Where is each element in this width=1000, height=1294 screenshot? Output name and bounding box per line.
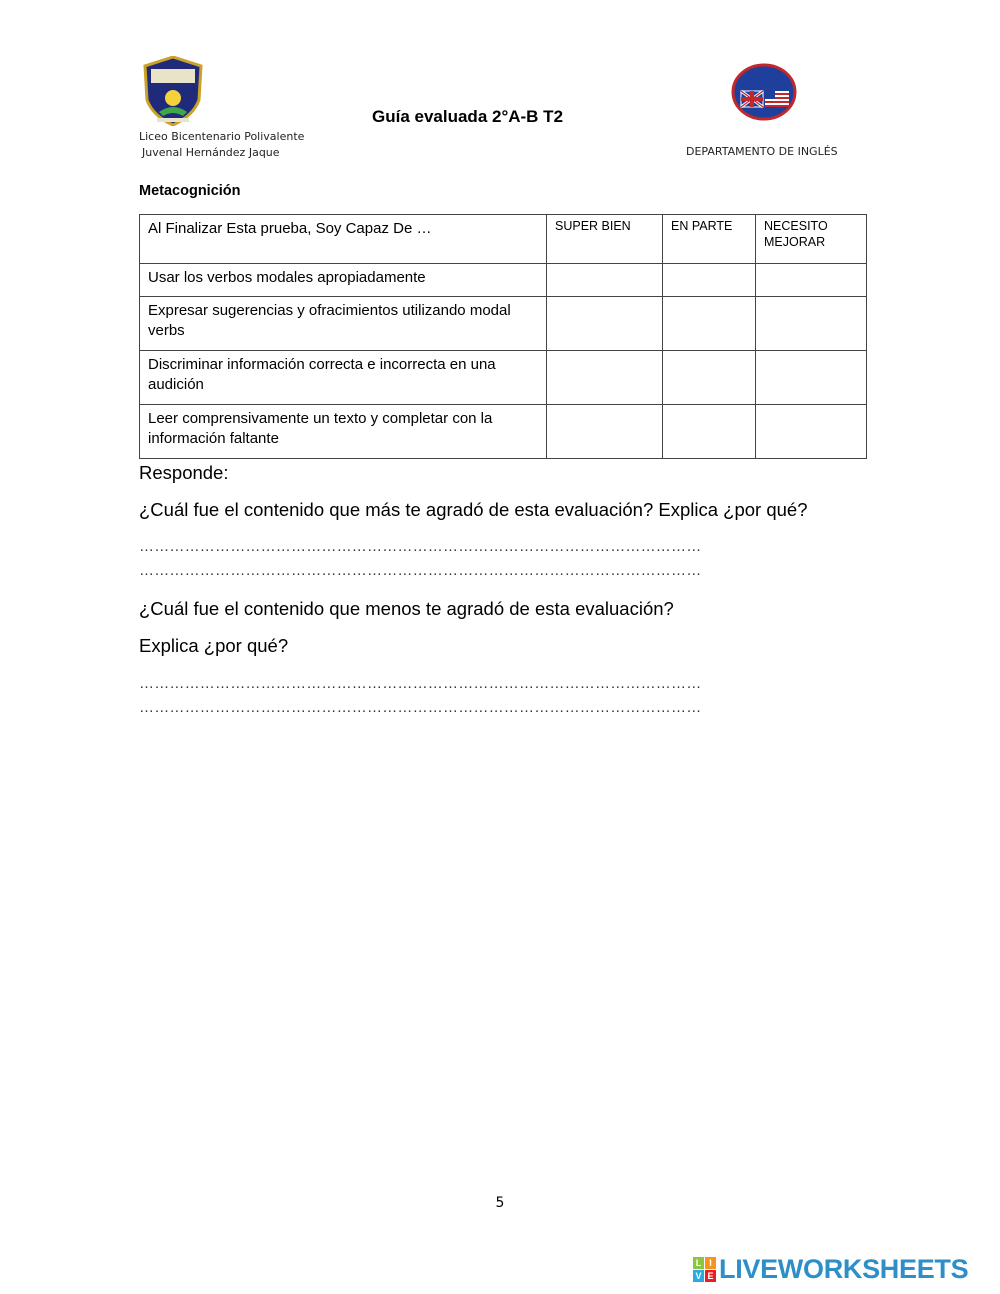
school-name-line-2: Juvenal Hernández Jaque <box>142 146 280 159</box>
table-header-necesito-mejorar: NECESITO MEJORAR <box>756 215 867 264</box>
table-row-skill: Usar los verbos modales apropiadamente <box>140 264 547 297</box>
table-cell-super-bien[interactable] <box>547 297 663 351</box>
table-row <box>140 297 867 351</box>
table-header-super-bien: SUPER BIEN <box>547 215 663 264</box>
table-row-skill: Leer comprensivamente un texto y completar con la información faltante <box>140 405 547 459</box>
department-name: DEPARTAMENTO DE INGLÉS <box>686 145 838 158</box>
table-row-skill: Expresar sugerencias y ofracimientos utilizando modal verbs <box>140 297 547 351</box>
brand-letter-i: I <box>705 1257 716 1269</box>
school-name <box>139 129 304 161</box>
table-cell-en-parte[interactable] <box>663 405 756 459</box>
school-name-line-1: Liceo Bicentenario Polivalente <box>139 130 305 143</box>
question-2-explain: Explica ¿por qué? <box>139 635 289 656</box>
table-header-row <box>140 215 867 264</box>
page-number: 5 <box>495 1195 505 1211</box>
question-2: ¿Cuál fue el contenido que menos te agradó de esta evaluación? <box>139 598 674 619</box>
answer-2-line-1[interactable]: ………………………………………………………………………………………………… <box>139 675 702 692</box>
brand-letter-l: L <box>693 1257 704 1269</box>
table-header-skill: Al Finalizar Esta prueba, Soy Capaz De … <box>140 215 547 264</box>
table-cell-super-bien[interactable] <box>547 264 663 297</box>
table-cell-en-parte[interactable] <box>663 297 756 351</box>
table-cell-necesito-mejorar[interactable] <box>756 405 867 459</box>
table-row-skill: Discriminar información correcta e incorrecta en una audición <box>140 351 547 405</box>
english-department-logo <box>731 63 797 121</box>
responde-label: Responde: <box>139 462 229 483</box>
table-cell-en-parte[interactable] <box>663 351 756 405</box>
answer-2-line-2[interactable]: ………………………………………………………………………………………………… <box>139 699 702 716</box>
section-title: Metacognición <box>139 183 241 199</box>
table-cell-necesito-mejorar[interactable] <box>756 264 867 297</box>
liveworksheets-icon <box>693 1257 716 1282</box>
table-cell-super-bien[interactable] <box>547 351 663 405</box>
brand-letter-v: V <box>693 1270 704 1282</box>
document-title: Guía evaluada 2°A-B T2 <box>372 107 564 126</box>
school-shield-logo <box>143 56 203 126</box>
table-header-en-parte: EN PARTE <box>663 215 756 264</box>
table-row <box>140 405 867 459</box>
table-cell-necesito-mejorar[interactable] <box>756 351 867 405</box>
question-1: ¿Cuál fue el contenido que más te agradó de esta evaluación? Explica ¿por qué? <box>139 499 808 520</box>
liveworksheets-wordmark: LIVEWORKSHEETS <box>719 1254 969 1284</box>
table-cell-super-bien[interactable] <box>547 405 663 459</box>
table-row <box>140 351 867 405</box>
table-cell-necesito-mejorar[interactable] <box>756 297 867 351</box>
answer-1-line-1[interactable]: ………………………………………………………………………………………………… <box>139 538 702 555</box>
answer-1-line-2[interactable]: ………………………………………………………………………………………………… <box>139 562 702 579</box>
table-cell-en-parte[interactable] <box>663 264 756 297</box>
liveworksheets-logo[interactable] <box>693 1254 968 1285</box>
brand-letter-e: E <box>705 1270 716 1282</box>
table-row <box>140 264 867 297</box>
metacognition-table <box>139 214 867 459</box>
